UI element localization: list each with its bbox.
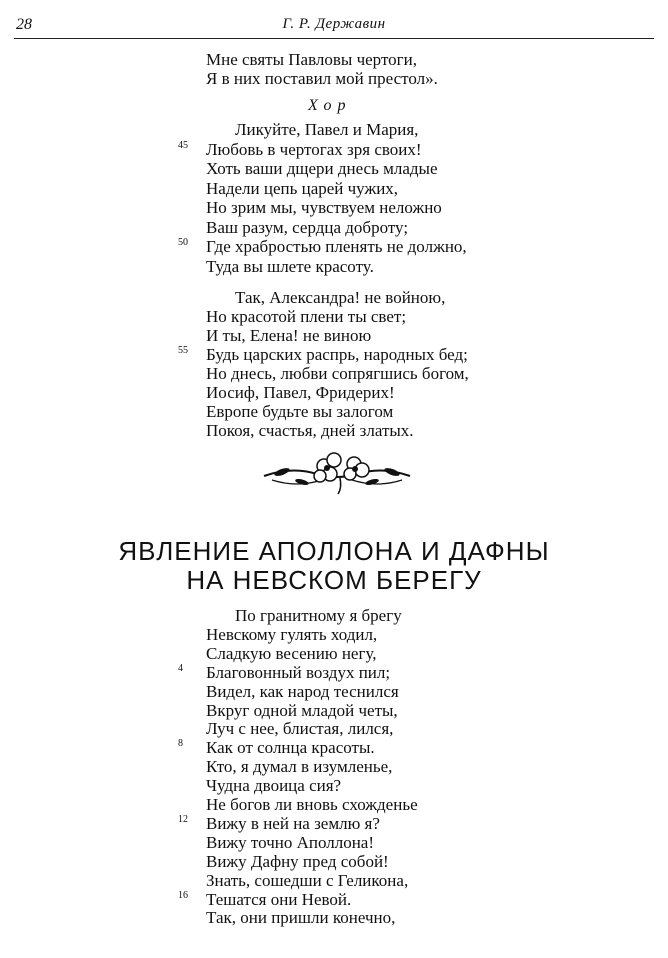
verse-line bbox=[0, 814, 668, 834]
verse-text: Кто, я думал в изумленье, bbox=[206, 757, 393, 777]
verse-line bbox=[0, 776, 668, 796]
verse-text: Ликуйте, Павел и Мария, bbox=[235, 120, 419, 139]
verse-line bbox=[0, 383, 668, 403]
line-number: 45 bbox=[178, 139, 188, 151]
verse-line bbox=[0, 833, 668, 853]
verse-line bbox=[0, 120, 668, 140]
verse-text: Но днесь, любви сопрягшись богом, bbox=[206, 364, 469, 383]
line-number: 16 bbox=[178, 889, 188, 901]
verse-text: Ваш разум, сердца доброту; bbox=[206, 217, 409, 237]
verse-text: Так, они пришли конечно, bbox=[206, 908, 396, 928]
verse-line bbox=[0, 908, 668, 928]
verse-text: Иосиф, Павел, Фридерих! bbox=[206, 383, 395, 402]
poem-title-line-2: НА НЕВСКОМ БЕРЕГУ bbox=[186, 565, 482, 595]
verse-line bbox=[0, 625, 668, 645]
verse-line bbox=[0, 644, 668, 664]
verse-text: Тешатся они Невой. bbox=[206, 889, 352, 909]
verse-text: Вкруг одной младой четы, bbox=[206, 700, 398, 720]
verse-text: Благовонный воздух пил; bbox=[206, 662, 391, 682]
verse-text: Невскому гулять ходил, bbox=[206, 624, 378, 644]
verse-text: Где храбростью пленять не должно, bbox=[206, 237, 467, 256]
verse-line bbox=[0, 606, 668, 626]
verse-text: Мне святы Павловы чертоги, bbox=[206, 50, 417, 69]
verse-text: Знать, сошедши с Геликона, bbox=[206, 870, 409, 890]
line-number: 8 bbox=[178, 738, 183, 750]
verse-text: Надели цепь царей чужих, bbox=[206, 178, 399, 198]
verse-text: Видел, как народ теснился bbox=[206, 681, 399, 701]
verse-line bbox=[0, 719, 668, 739]
verse-line bbox=[0, 257, 668, 277]
verse-text: Чудна двоица сия? bbox=[206, 776, 342, 796]
verse-text: И ты, Елена! не виною bbox=[206, 326, 372, 345]
verse-line bbox=[0, 307, 668, 327]
verse-line bbox=[0, 159, 668, 179]
verse-text: Луч с нее, блистая, лился, bbox=[206, 719, 394, 739]
verse-line bbox=[0, 69, 668, 89]
verse-line bbox=[0, 795, 668, 815]
verse-text: По гранитному я брегу bbox=[235, 606, 402, 625]
verse-line bbox=[0, 288, 668, 308]
verse-line bbox=[0, 345, 668, 365]
verse-text: Не богов ли вновь схожденье bbox=[206, 795, 418, 814]
verse-text: Европе будьте вы залогом bbox=[206, 402, 394, 421]
verse-line bbox=[0, 757, 668, 777]
line-number: 4 bbox=[178, 662, 183, 674]
line-number: 50 bbox=[178, 237, 188, 248]
line-number: 55 bbox=[178, 345, 188, 356]
verse-line bbox=[0, 421, 668, 441]
chorus-label: Хор bbox=[308, 97, 352, 114]
line-number: 12 bbox=[178, 813, 188, 825]
running-head bbox=[14, 14, 654, 39]
verse-text: Будь царских распрь, народных бед; bbox=[206, 345, 468, 364]
verse-line bbox=[0, 701, 668, 721]
verse-text: Вижу Дафну пред собой! bbox=[206, 851, 389, 871]
verse-line bbox=[0, 852, 668, 872]
verse-text: Но зрим мы, чувствуем неложно bbox=[206, 198, 442, 217]
verse-line bbox=[0, 738, 668, 758]
verse-line bbox=[0, 218, 668, 238]
verse-line bbox=[0, 871, 668, 891]
verse-text: Как от солнца красоты. bbox=[206, 738, 375, 758]
verse-line bbox=[0, 50, 668, 70]
verse-line bbox=[0, 364, 668, 384]
verse-text: Я в них поставил мой престол». bbox=[206, 69, 438, 88]
verse-line bbox=[0, 140, 668, 160]
verse-text: Покоя, счастья, дней златых. bbox=[206, 421, 414, 440]
verse-line bbox=[0, 179, 668, 199]
poem-title-line-1: ЯВЛЕНИЕ АПОЛЛОНА И ДАФНЫ bbox=[118, 536, 550, 566]
verse-line bbox=[0, 326, 668, 346]
verse-text: Вижу точно Аполлона! bbox=[206, 832, 375, 852]
verse-line bbox=[0, 663, 668, 683]
floral-vignette-icon bbox=[262, 448, 412, 496]
page-number: 28 bbox=[16, 16, 32, 33]
running-title: Г. Р. Державин bbox=[282, 16, 386, 32]
verse-line bbox=[0, 682, 668, 702]
verse-text: Туда вы шлете красоту. bbox=[206, 256, 374, 276]
verse-text: Любовь в чертогах зря своих! bbox=[206, 139, 422, 159]
verse-line bbox=[0, 402, 668, 422]
verse-text: Так, Александра! не войною, bbox=[235, 288, 446, 307]
verse-text: Хоть ваши дщери днесь младые bbox=[206, 159, 438, 178]
verse-line bbox=[0, 198, 668, 218]
verse-text: Вижу в ней на землю я? bbox=[206, 813, 380, 833]
verse-text: Но красотой плени ты свет; bbox=[206, 307, 407, 326]
verse-line bbox=[0, 237, 668, 257]
verse-line bbox=[0, 890, 668, 910]
verse-text: Сладкую весению негу, bbox=[206, 643, 377, 663]
